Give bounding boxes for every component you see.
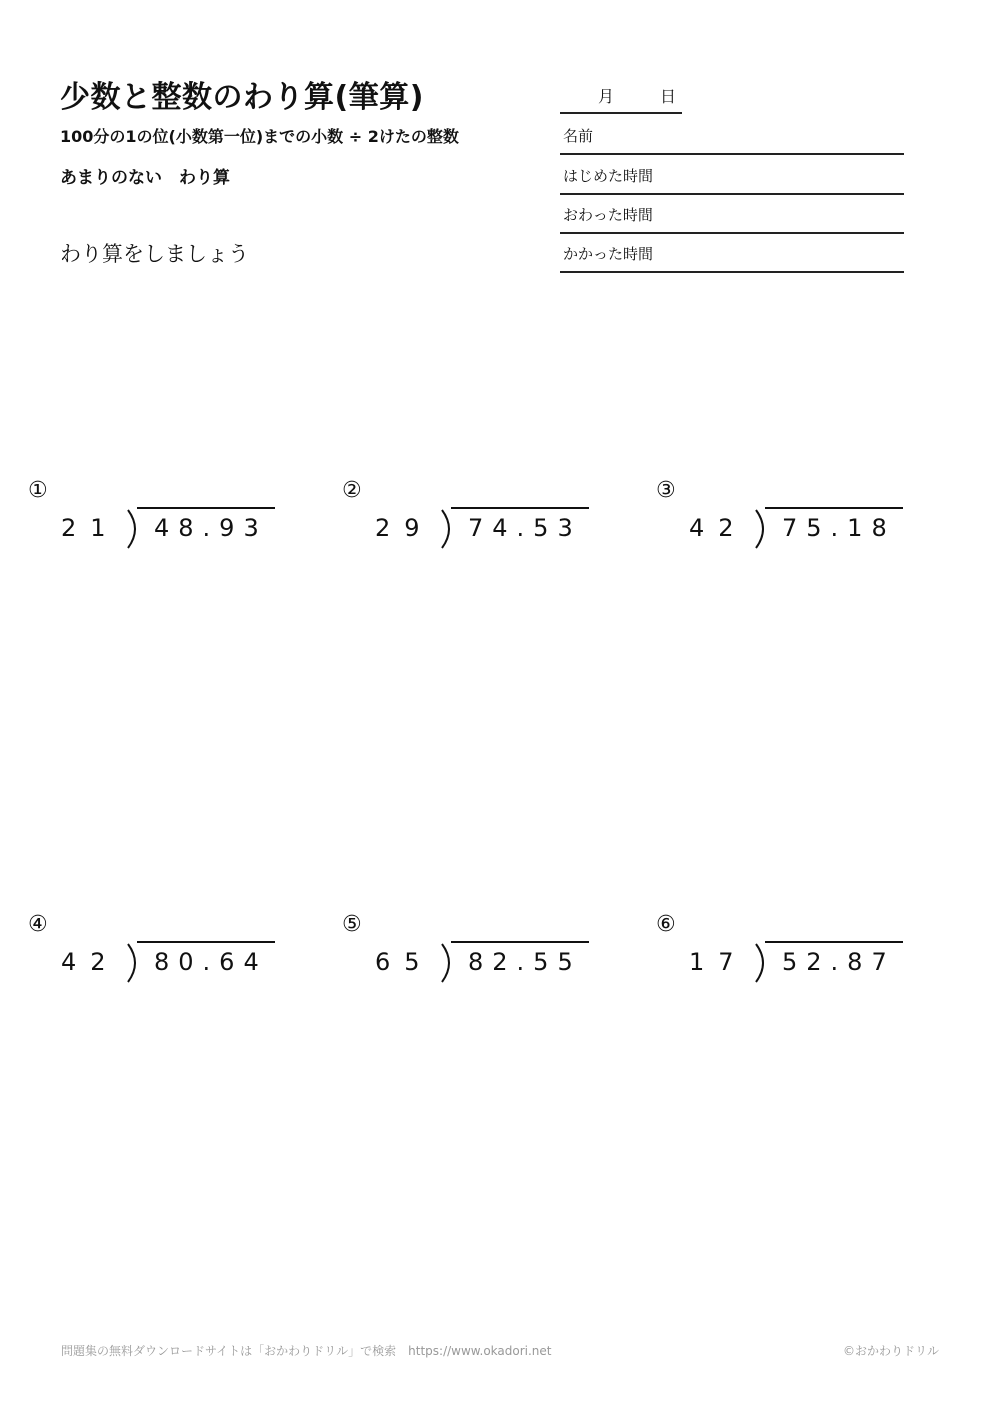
dividend: 80.64 [154,948,268,976]
divisor: 42 [689,514,748,542]
problem-3[interactable] [656,478,946,568]
problem-number: ⑤ [342,912,362,937]
problem-6[interactable] [656,912,946,1002]
divisor: 65 [375,948,434,976]
end-time-label: おわった時間 [563,206,653,224]
name-label: 名前 [563,127,594,145]
problem-2[interactable] [342,478,632,568]
elapsed-time-label: かかった時間 [563,245,654,263]
division-bracket [124,942,144,984]
end-time-field[interactable] [560,194,904,234]
division-vinculum [137,941,275,943]
problem-number: ⑥ [656,912,676,937]
division-vinculum [137,507,275,509]
divisor: 42 [61,948,120,976]
problem-1[interactable] [28,478,318,568]
footer-site-info: 問題集の無料ダウンロードサイトは「おかわりドリル」で検索 https://www.okadori.net [61,1344,552,1358]
division-bracket [752,942,772,984]
problem-number: ② [342,478,362,503]
worksheet-title: 少数と整数のわり算(筆算) [60,80,424,115]
instruction-text: わり算をしましょう [60,242,249,266]
dividend: 52.87 [782,948,896,976]
date-field[interactable] [560,82,682,114]
start-time-field[interactable] [560,155,904,195]
dividend: 82.55 [468,948,582,976]
start-time-label: はじめた時間 [563,167,654,185]
problem-number: ④ [28,912,48,937]
problem-4[interactable] [28,912,318,1002]
division-bracket [752,508,772,550]
worksheet-note: あまりのない わり算 [60,168,230,188]
divisor: 21 [61,514,120,542]
worksheet-subtitle: 100分の1の位(小数第一位)までの小数 ÷ 2けたの整数 [60,127,459,146]
name-field[interactable] [560,115,904,155]
divisor: 29 [375,514,434,542]
problem-number: ③ [656,478,676,503]
problem-number: ① [28,478,48,503]
division-vinculum [451,941,589,943]
division-vinculum [765,941,903,943]
division-bracket [438,942,458,984]
elapsed-time-field[interactable] [560,233,904,273]
dividend: 75.18 [782,514,896,542]
dividend: 74.53 [468,514,582,542]
divisor: 17 [689,948,748,976]
dividend: 48.93 [154,514,268,542]
division-bracket [124,508,144,550]
day-label: 日 [660,87,677,106]
month-label: 月 [598,87,615,106]
problem-5[interactable] [342,912,632,1002]
division-vinculum [451,507,589,509]
division-vinculum [765,507,903,509]
footer-copyright: ©おかわりドリル [843,1344,940,1358]
division-bracket [438,508,458,550]
